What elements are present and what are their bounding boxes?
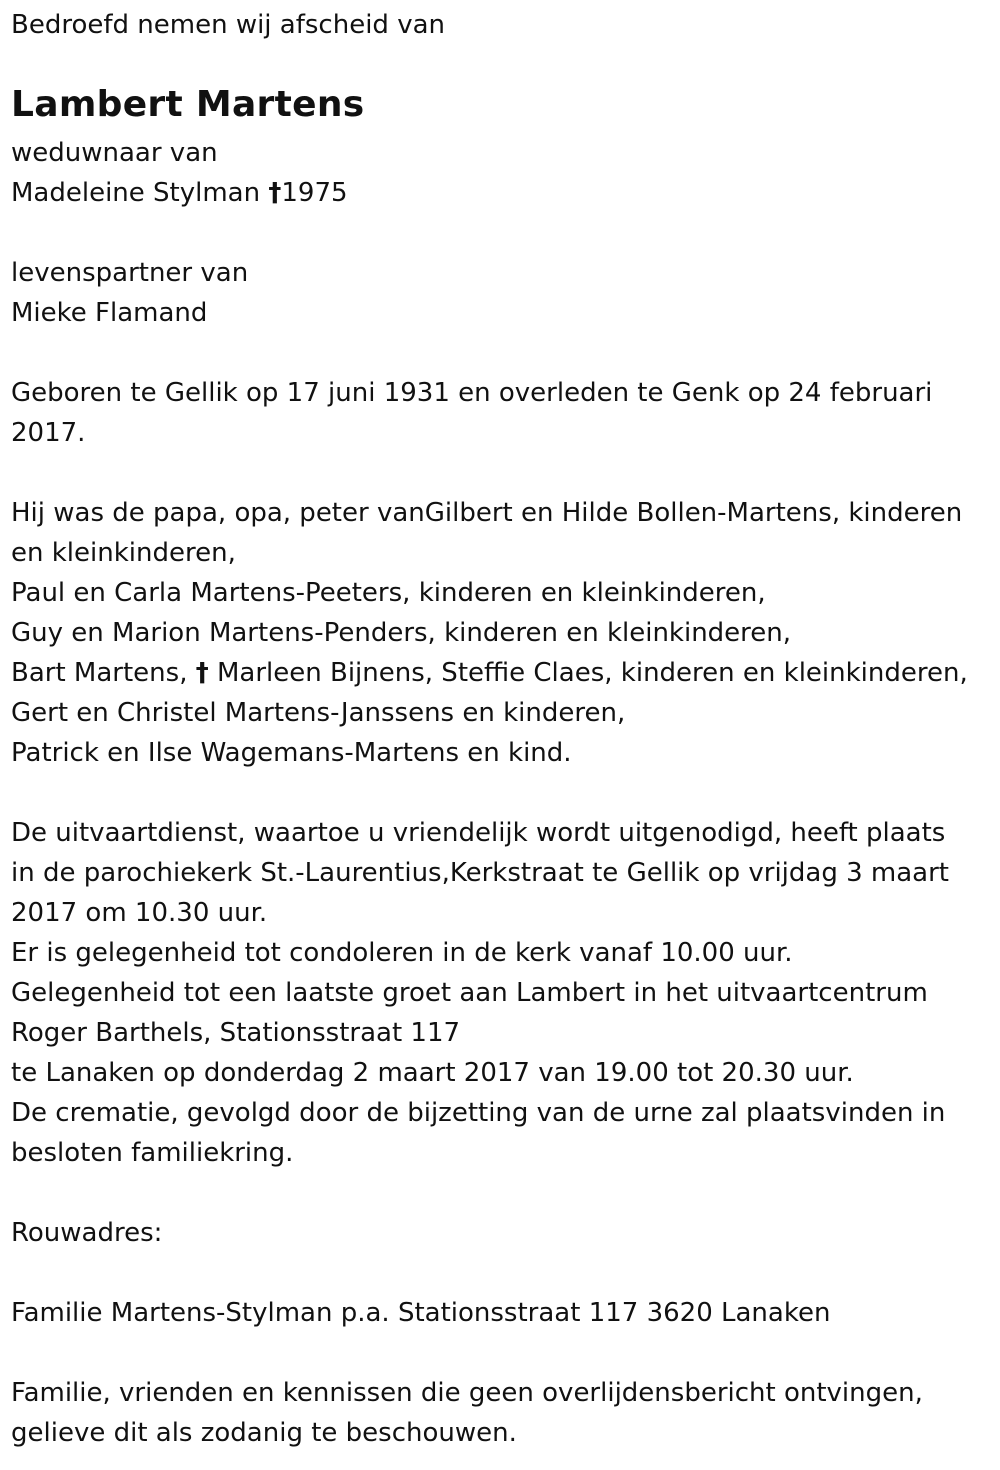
partner-name: Mieke Flamand [11,298,208,328]
funeral-line: De crematie, gevolgd door de bijzetting van de urne zal plaatsvinden in [11,1098,946,1128]
deceased-name: Lambert Martens [11,84,365,125]
birth-death-line: Geboren te Gellik op 17 juni 1931 en overleden te Genk op 24 februari [11,378,933,408]
funeral-line: Gelegenheid tot een laatste groet aan Lambert in het uitvaartcentrum [11,978,928,1008]
birth-death-block [11,373,932,453]
birth-death-line: 2017. [11,418,86,448]
family-line: Hij was de papa, opa, peter vanGilbert en Hilde Bollen-Martens, kinderen [11,498,963,528]
family-line: en kleinkinderen, [11,538,236,568]
family-line: Patrick en Ilse Wagemans-Martens en kind. [11,738,572,768]
closing-block [11,1373,923,1453]
funeral-line: De uitvaartdienst, waartoe u vriendelijk wordt uitgenodigd, heeft plaats [11,818,946,848]
spouse-relation: weduwnaar van [11,138,218,168]
spouse-year: 1975 [281,178,348,208]
closing-line: Familie, vrienden en kennissen die geen overlijdensbericht ontvingen, [11,1378,923,1408]
spouse-name: Madeleine Stylman [11,178,261,208]
closing-line: gelieve dit als zodanig te beschouwen. [11,1418,517,1448]
family-block [11,493,968,773]
address-label-block [11,1213,162,1253]
funeral-line: te Lanaken op donderdag 2 maart 2017 van 19.00 tot 20.30 uur. [11,1058,854,1088]
family-line: Guy en Marion Martens-Penders, kinderen en kleinkinderen, [11,618,792,648]
address-value-block [11,1293,830,1333]
cross-icon: † [268,178,282,208]
funeral-line: besloten familiekring. [11,1138,294,1168]
family-line [11,653,968,693]
address-value: Familie Martens-Stylman p.a. Stationsstraat 117 3620 Lanaken [11,1298,831,1328]
partner-relation: levenspartner van [11,258,249,288]
family-line: Gert en Christel Martens-Janssens en kinderen, [11,698,626,728]
funeral-line: Roger Barthels, Stationsstraat 117 [11,1018,461,1048]
family-line: Paul en Carla Martens-Peeters, kinderen en kleinkinderen, [11,578,766,608]
funeral-block [11,813,949,1173]
family-line-post: Marleen Bijnens, Steffie Claes, kinderen en kleinkinderen, [208,658,968,688]
address-label: Rouwadres: [11,1218,163,1248]
cross-icon: † [195,658,209,688]
funeral-line: 2017 om 10.30 uur. [11,898,268,928]
spouse-line [11,173,348,213]
family-line-pre: Bart Martens, [11,658,196,688]
intro-text: Bedroefd nemen wij afscheid van [11,10,445,40]
partner-block [11,253,248,333]
spouse-block [11,133,348,213]
funeral-line: Er is gelegenheid tot condoleren in de kerk vanaf 10.00 uur. [11,938,793,968]
funeral-line: in de parochiekerk St.-Laurentius,Kerkstraat te Gellik op vrijdag 3 maart [11,858,949,888]
